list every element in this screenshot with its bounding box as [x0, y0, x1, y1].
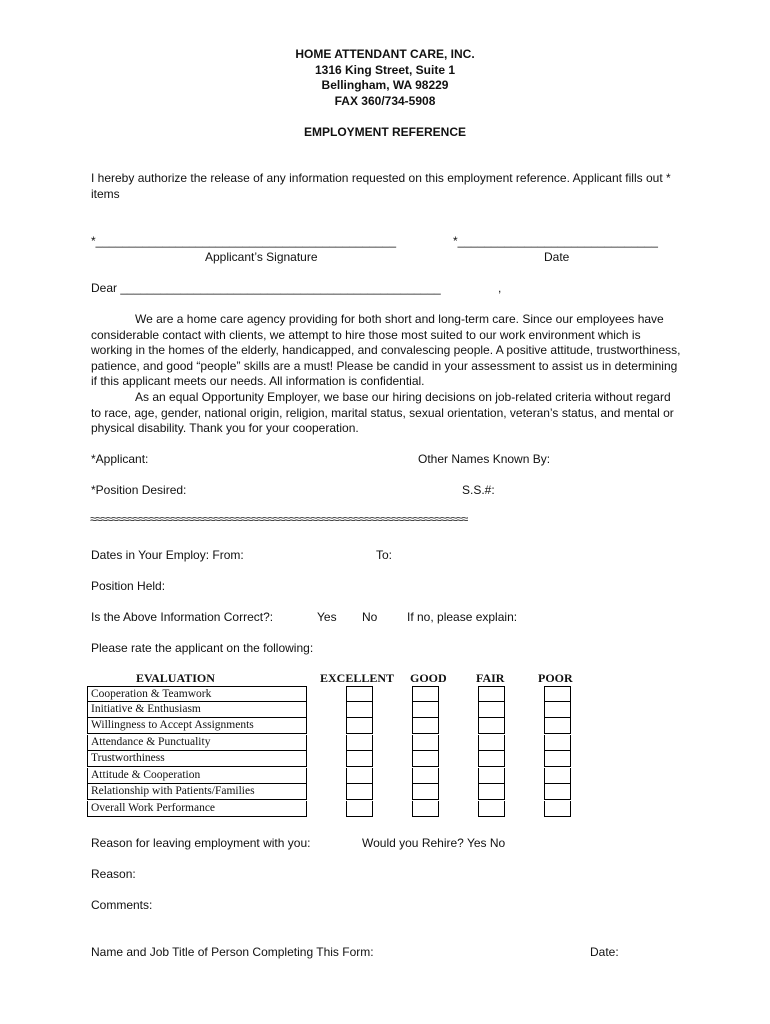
rating-box-good-6[interactable]	[412, 768, 439, 784]
eval-item-overall: Overall Work Performance	[87, 801, 307, 817]
rating-box-poor-5[interactable]	[544, 751, 571, 767]
company-name: HOME ATTENDANT CARE, INC.	[295, 47, 475, 61]
rating-box-excellent-4[interactable]	[346, 735, 373, 751]
date-line[interactable]: *______________________________	[453, 234, 658, 248]
info-correct-no[interactable]: No	[362, 610, 378, 624]
rating-box-fair-3[interactable]	[478, 718, 505, 734]
authorization-text: I hereby authorize the release of any information requested on this employment reference. Applicant fills out * items	[91, 171, 671, 201]
completed-by-field[interactable]: Name and Job Title of Person Completing This Form:	[91, 945, 374, 959]
rating-box-fair-7[interactable]	[478, 784, 505, 800]
eval-item-willingness: Willingness to Accept Assignments	[87, 718, 307, 734]
rating-box-poor-8[interactable]	[544, 801, 571, 817]
wavy-divider: ≈≈≈≈≈≈≈≈≈≈≈≈≈≈≈≈≈≈≈≈≈≈≈≈≈≈≈≈≈≈≈≈≈≈≈≈≈≈≈≈≈≈≈≈≈≈≈≈≈≈≈≈≈≈≈≈≈≈≈≈≈≈≈≈≈≈≈≈≈≈	[90, 512, 468, 526]
rating-box-excellent-5[interactable]	[346, 751, 373, 767]
rating-box-fair-1[interactable]	[478, 686, 505, 702]
body-paragraph-2: As an equal Opportunity Employer, we base our hiring decisions on job-related criteria without regard to race, age, gender, national origin, religion, marital status, sexual orientation, veteran’s status, and mental or physical disability. Thank you for your cooperation.	[91, 390, 674, 436]
rating-box-excellent-1[interactable]	[346, 686, 373, 702]
dear-comma: ,	[498, 281, 502, 295]
rating-box-poor-7[interactable]	[544, 784, 571, 800]
fax-number: FAX 360/734-5908	[334, 94, 436, 108]
completion-date-field[interactable]: Date:	[590, 945, 619, 959]
info-correct-yes[interactable]: Yes	[317, 610, 337, 624]
rating-box-excellent-3[interactable]	[346, 718, 373, 734]
eval-item-attendance: Attendance & Punctuality	[87, 735, 307, 751]
col-header-good: GOOD	[410, 671, 447, 685]
dear-line[interactable]: Dear ________________________________________________	[91, 281, 441, 295]
rating-box-excellent-2[interactable]	[346, 702, 373, 718]
rating-box-good-3[interactable]	[412, 718, 439, 734]
rating-box-good-7[interactable]	[412, 784, 439, 800]
rating-box-good-5[interactable]	[412, 751, 439, 767]
reason-field[interactable]: Reason:	[91, 867, 136, 881]
rating-box-good-4[interactable]	[412, 735, 439, 751]
rating-box-fair-5[interactable]	[478, 751, 505, 767]
applicant-field[interactable]: *Applicant:	[91, 452, 149, 466]
dates-to-field[interactable]: To:	[376, 548, 393, 562]
address-line-1: 1316 King Street, Suite 1	[314, 63, 456, 77]
rating-box-good-8[interactable]	[412, 801, 439, 817]
if-no-explain-field[interactable]: If no, please explain:	[407, 610, 518, 624]
rating-box-excellent-8[interactable]	[346, 801, 373, 817]
rating-box-poor-2[interactable]	[544, 702, 571, 718]
eval-item-relationship: Relationship with Patients/Families	[87, 784, 307, 800]
eval-item-cooperation-teamwork: Cooperation & Teamwork	[87, 686, 307, 702]
reason-leaving-field[interactable]: Reason for leaving employment with you:	[91, 836, 311, 850]
date-label: Date	[544, 250, 570, 264]
rating-box-fair-4[interactable]	[478, 735, 505, 751]
rate-prompt: Please rate the applicant on the following:	[91, 641, 314, 655]
rating-box-poor-3[interactable]	[544, 718, 571, 734]
form-title: EMPLOYMENT REFERENCE	[303, 125, 466, 139]
col-header-excellent: EXCELLENT	[320, 671, 395, 685]
info-correct-question: Is the Above Information Correct?:	[91, 610, 274, 624]
position-held-field[interactable]: Position Held:	[91, 579, 166, 593]
rating-box-fair-2[interactable]	[478, 702, 505, 718]
dates-from-field[interactable]: Dates in Your Employ: From:	[91, 548, 244, 562]
comments-field[interactable]: Comments:	[91, 898, 153, 912]
rating-box-fair-6[interactable]	[478, 768, 505, 784]
eval-item-trustworthiness: Trustworthiness	[87, 751, 307, 767]
other-names-field[interactable]: Other Names Known By:	[418, 452, 551, 466]
rating-box-excellent-6[interactable]	[346, 768, 373, 784]
rating-box-excellent-7[interactable]	[346, 784, 373, 800]
eval-item-initiative: Initiative & Enthusiasm	[87, 702, 307, 718]
col-header-fair: FAIR	[476, 671, 505, 685]
signature-line[interactable]: *_____________________________________________	[91, 234, 396, 248]
rating-box-poor-6[interactable]	[544, 768, 571, 784]
position-desired-field[interactable]: *Position Desired:	[91, 483, 187, 497]
body-paragraph-1: We are a home care agency providing for both short and long-term care. Since our employees have considerable contact with clients, we attempt to hire those most suited to our work environment which is working in the homes of the elderly, handicapped, and convalescing people. A positive attitude, trustworthiness, patience, and good “people” skills are a must! Please be candid in your assessment to assist us in determining if this applicant meets our needs. All information is confidential.	[91, 312, 681, 389]
rating-box-fair-8[interactable]	[478, 801, 505, 817]
eval-item-attitude: Attitude & Cooperation	[87, 768, 307, 784]
rating-box-good-1[interactable]	[412, 686, 439, 702]
evaluation-header: EVALUATION	[136, 671, 215, 685]
ssn-field[interactable]: S.S.#:	[462, 483, 495, 497]
rating-box-poor-1[interactable]	[544, 686, 571, 702]
signature-label: Applicant’s Signature	[205, 250, 318, 264]
col-header-poor: POOR	[538, 671, 573, 685]
address-line-2: Bellingham, WA 98229	[321, 78, 449, 92]
rating-box-poor-4[interactable]	[544, 735, 571, 751]
rehire-question[interactable]: Would you Rehire? Yes No	[362, 836, 506, 850]
rating-box-good-2[interactable]	[412, 702, 439, 718]
